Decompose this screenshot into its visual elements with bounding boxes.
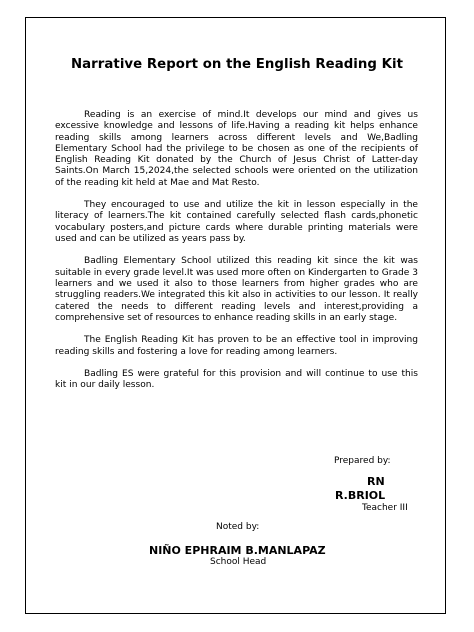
paragraph-2: They encouraged to use and utilize the kit in lesson especially in the literacy of learners.The kit contained carefully selected flash cards,phonetic vocabulary posters,and picture cards where durable printing materials were used and can be utilized as years pass by. — [55, 200, 418, 245]
report-body — [55, 110, 418, 403]
paragraph-5: Badling ES were grateful for this provision and will continue to use this kit in our daily lesson. — [55, 369, 418, 391]
paragraph-3: Badling Elementary School utilized this reading kit since the kit was suitable in every grade level.It was used more often on Kindergarten to Grade 3 learners and we used it also to those learners from higher grades who are struggling readers.We integrated this kit also in activities to our lesson. It really catered the needs to different reading levels and interest,providing a comprehensive set of resources to enhance reading skills in an early stage. — [55, 256, 418, 323]
noter-name: NIÑO EPHRAIM B.MANLAPAZ — [149, 544, 326, 557]
noter-position: School Head — [210, 557, 267, 567]
report-title: Narrative Report on the English Reading Kit — [70, 57, 404, 72]
paragraph-4: The English Reading Kit has proven to be an effective tool in improving reading skills and fostering a love for reading among learners. — [55, 335, 418, 357]
preparer-name-line1: RN — [367, 475, 385, 488]
prepared-by-label: Prepared by: — [334, 456, 391, 466]
paragraph-1: Reading is an exercise of mind.It develops our mind and gives us excessive knowledge and lessons of life.Having a reading kit helps enhance reading skills among learners across different levels and We,Badling Elementary School had the privilege to be chosen as one of the recipients of English Reading Kit donated by the Church of Jesus Christ of Latter-day Saints.On March 15,2024,the selected schools were oriented on the utilization of the reading kit held at Mae and Mat Resto. — [55, 110, 418, 188]
preparer-position: Teacher III — [362, 503, 408, 513]
noted-by-label: Noted by: — [216, 522, 260, 532]
preparer-name-line2: R.BRIOL — [335, 489, 386, 502]
